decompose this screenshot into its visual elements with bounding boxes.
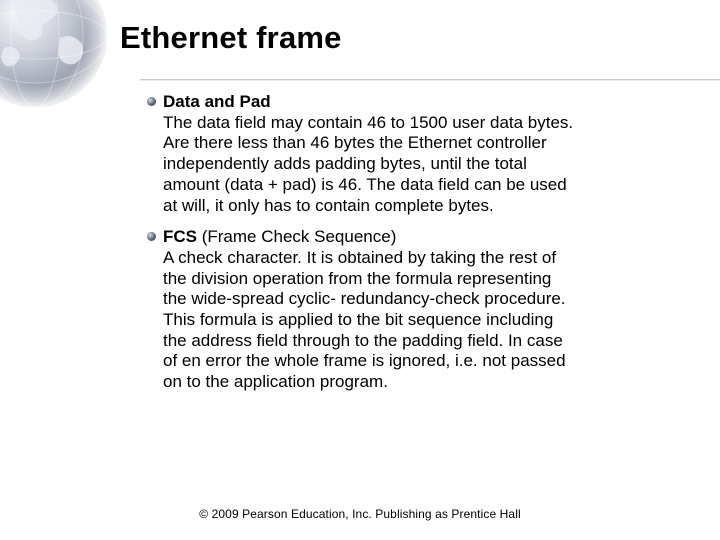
slide-body xyxy=(140,92,700,393)
bullet-heading-suffix: (Frame Check Sequence) xyxy=(197,227,397,247)
bullet-heading-line xyxy=(163,227,700,248)
bullet-heading: FCS xyxy=(163,227,197,247)
title-bar xyxy=(0,0,720,80)
bullet-fcs xyxy=(140,227,700,393)
title-divider xyxy=(140,79,720,80)
bullet-heading: Data and Pad xyxy=(163,92,271,111)
bullet-data-and-pad xyxy=(140,92,700,216)
slide-title: Ethernet frame xyxy=(120,20,342,55)
copyright-footer: © 2009 Pearson Education, Inc. Publishing as Prentice Hall xyxy=(199,507,521,521)
bullet-dot xyxy=(147,97,156,106)
bullet-heading-line xyxy=(163,92,700,113)
bullet-dot xyxy=(147,232,156,241)
bullet-text: The data field may contain 46 to 1500 user data bytes. Are there less than 46 bytes the Ethernet controller independently adds padding bytes, until the total amount (data + pad) is 46. The data field can be used at will, it only has to contain complete bytes. xyxy=(163,112,574,215)
bullet-text: A check character. It is obtained by taking the rest of the division operation from the formula representing the wide-spread cyclic- redundancy-check procedure. This formula is applied to the bit sequence including the address field through to the padding field. In case of en error the whole frame is ignored, i.e. not passed on to the application program. xyxy=(163,247,566,392)
